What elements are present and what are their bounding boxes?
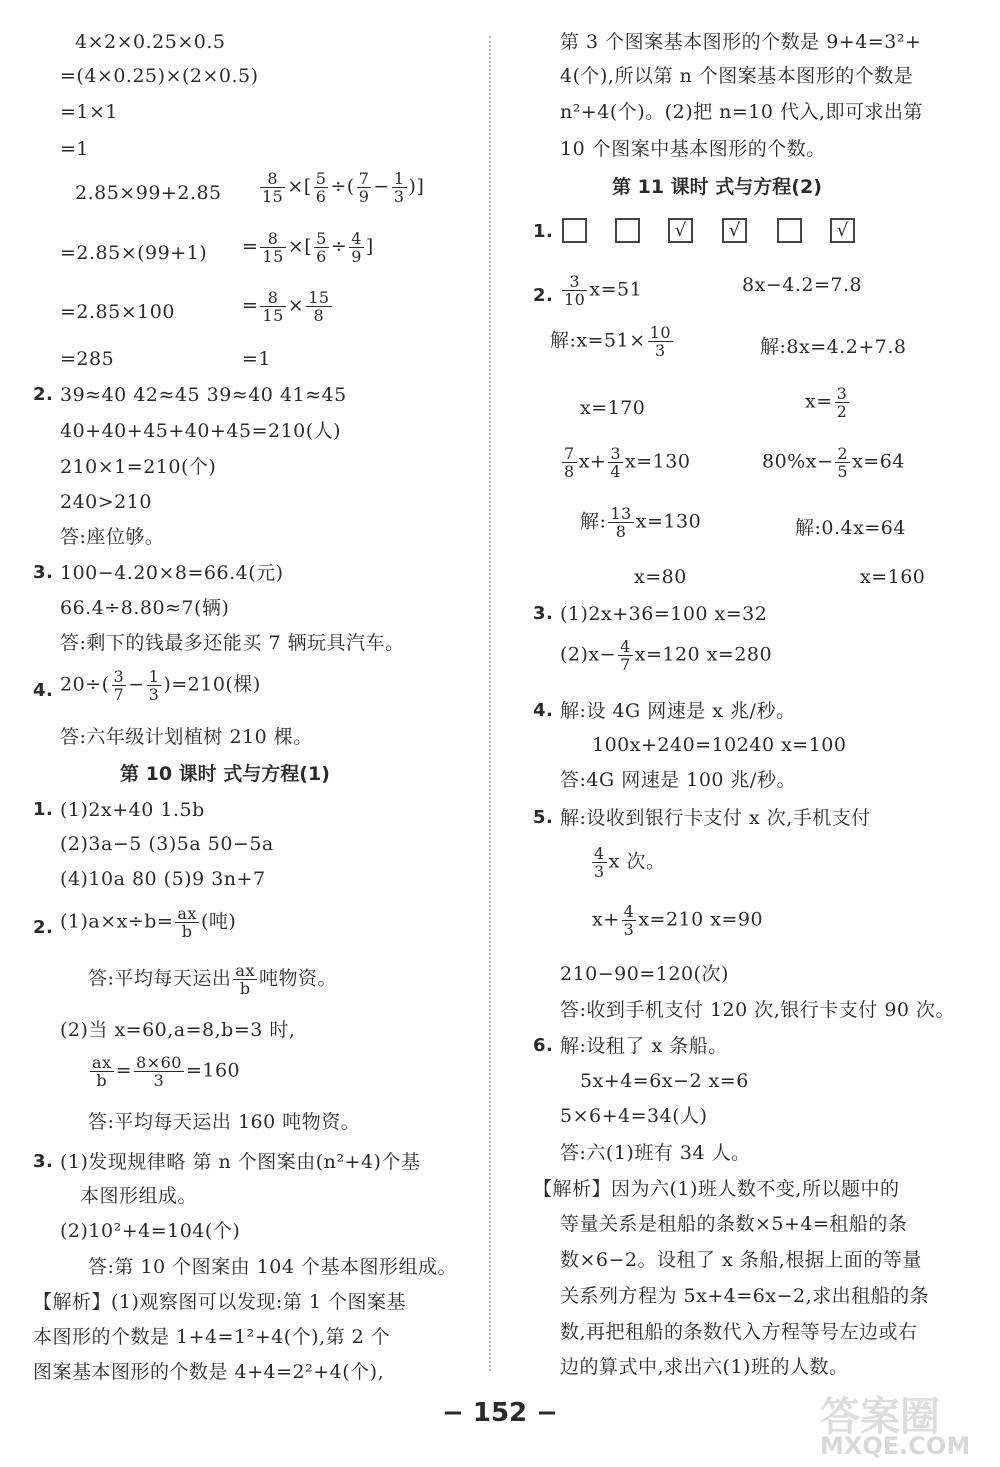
answer-checkbox: √ — [668, 218, 693, 243]
fraction-expression: $\frac{4}{3}$ x 次。 — [594, 844, 666, 881]
text-line: (1)发现规律略 第 n 个图案由(n²+4)个基 — [60, 1151, 421, 1173]
text-line: x=160 — [860, 566, 926, 588]
text-line: =1 — [242, 348, 272, 370]
text-line: 8x−4.2=7.8 — [742, 274, 863, 296]
text-line: 4×2×0.25×0.5 — [75, 31, 226, 53]
fraction-expression: 80%x− $\frac{2}{5}$ x=64 — [762, 444, 905, 481]
text-line: 等量关系是租船的条数×5+4=租船的条 — [560, 1213, 908, 1235]
text-line: 10 个图案中基本图形的个数。 — [560, 138, 826, 160]
text-line: (1)2x+36=100 x=32 — [560, 603, 768, 625]
text-line: =2.85×100 — [60, 301, 175, 323]
text-line: (2)当 x=60,a=8,b=3 时, — [60, 1019, 296, 1041]
question-number: 5. — [533, 807, 554, 828]
text-line: 解:设收到银行卡支付 x 次,手机支付 — [560, 807, 871, 829]
fraction-expression: 20÷( $\frac{3}{7}$ − $\frac{1}{3}$ )=210(棵) — [60, 667, 261, 704]
text-line: 解:设租了 x 条船。 — [560, 1035, 728, 1057]
fraction-expression: x= $\frac{3}{2}$ — [805, 384, 848, 421]
text-line: 4(个),所以第 n 个图案基本图形的个数是 — [560, 65, 914, 87]
text-line: 答:4G 网速是 100 兆/秒。 — [560, 769, 796, 791]
text-line: 数,再把租船的条数代入方程等号左边或右 — [560, 1321, 918, 1343]
question-number: 4. — [33, 680, 54, 701]
fraction-expression: 解: $\frac{13}{8}$ x=130 — [580, 504, 702, 541]
text-line: 210−90=120(次) — [560, 963, 729, 985]
text-line: 图案基本图形的个数是 4+4=2²+4(个), — [33, 1361, 385, 1383]
text-line: 39≈40 42≈45 39≈40 41≈45 — [60, 384, 347, 406]
text-line: 数×6−2。设租了 x 条船,根据上面的等量 — [560, 1249, 922, 1271]
text-line: 答:座位够。 — [60, 526, 165, 548]
text-line: 关系列方程为 5x+4=6x−2,求出租船的条 — [560, 1285, 930, 1307]
question-number: 3. — [33, 562, 54, 583]
text-line: (2)10²+4=104(个) — [60, 1220, 241, 1242]
page-number: − 152 − — [442, 1398, 558, 1428]
text-line: =285 — [60, 348, 115, 370]
section-heading: 第 11 课时 式与方程(2) — [612, 176, 822, 198]
text-line: 答:平均每天运出 160 吨物资。 — [88, 1111, 361, 1133]
text-line: 本图形的个数是 1+4=1²+4(个),第 2 个 — [33, 1326, 391, 1348]
text-line: 100−4.20×8=66.4(元) — [60, 562, 284, 584]
text-line: 第 3 个图案基本图形的个数是 9+4=3²+ — [560, 31, 922, 53]
text-line: x=80 — [634, 566, 687, 588]
fraction-expression: $\frac{8}{15}$ ×[ $\frac{5}{6}$ ÷( $\frac{7}{9}$ − $\frac{1}{3}$ )] — [262, 169, 425, 206]
section-heading: 第 10 课时 式与方程(1) — [120, 763, 330, 785]
text-line: 答:收到手机支付 120 次,银行卡支付 90 次。 — [560, 999, 956, 1021]
fraction-expression: x+ $\frac{4}{3}$ x=210 x=90 — [592, 902, 764, 939]
fraction-expression: $\frac{3}{10}$ x=51 — [564, 272, 643, 309]
fraction-expression: 解:x=51× $\frac{10}{3}$ — [550, 323, 671, 360]
text-line: 240>210 — [60, 491, 152, 513]
fraction-expression: $\frac{ax}{b}$ = $\frac{8\times 60}{3}$ =160 — [92, 1053, 241, 1090]
text-line: 解:8x=4.2+7.8 — [760, 336, 907, 358]
fraction-expression: $\frac{7}{8}$ x+ $\frac{3}{4}$ x=130 — [564, 444, 691, 481]
text-line: 边的算式中,求出六(1)班的人数。 — [560, 1356, 849, 1378]
text-line: =1×1 — [60, 101, 119, 123]
answer-checkbox — [615, 218, 640, 243]
text-line: 2.85×99+2.85 — [75, 182, 222, 204]
text-line: =2.85×(99+1) — [60, 242, 208, 264]
text-line: x=170 — [580, 397, 646, 419]
text-line: 【解析】因为六(1)班人数不变,所以题中的 — [533, 1178, 900, 1200]
watermark-site: MXQE.COM — [820, 1432, 971, 1460]
question-number: 2. — [33, 384, 54, 405]
text-line: 5×6+4=34(人) — [560, 1105, 708, 1127]
text-line: 解:0.4x=64 — [795, 517, 906, 539]
answer-checkbox: √ — [830, 218, 855, 243]
text-line: =(4×0.25)×(2×0.5) — [60, 65, 259, 87]
text-line: 【解析】(1)观察图可以发现:第 1 个图案基 — [33, 1291, 406, 1313]
column-divider — [489, 36, 491, 1371]
text-line: 本图形组成。 — [80, 1185, 198, 1207]
text-line: 5x+4=6x−2 x=6 — [580, 1070, 749, 1092]
text-line: n²+4(个)。(2)把 n=10 代入,即可求出第 — [560, 101, 924, 123]
question-number: 2. — [33, 917, 54, 938]
fraction-expression: (2)x− $\frac{4}{7}$ x=120 x=280 — [560, 637, 773, 674]
text-line: =1 — [60, 138, 90, 160]
text-line: (1)2x+40 1.5b — [60, 799, 205, 821]
text-line: 答:六年级计划植树 210 棵。 — [60, 726, 313, 748]
fraction-expression: 答:平均每天运出 $\frac{ax}{b}$ 吨物资。 — [88, 961, 337, 998]
text-line: 答:第 10 个图案由 104 个基本图形组成。 — [88, 1256, 458, 1278]
question-number: 1. — [533, 221, 554, 242]
answer-checkbox: √ — [722, 218, 747, 243]
answer-checkbox — [562, 218, 587, 243]
question-number: 6. — [533, 1035, 554, 1056]
fraction-expression: = $\frac{8}{15}$ ×[ $\frac{5}{6}$ ÷ $\frac{4}{9}$ ] — [242, 229, 374, 266]
text-line: 答:六(1)班有 34 人。 — [560, 1142, 751, 1164]
question-number: 2. — [533, 285, 554, 306]
text-line: (2)3a−5 (3)5a 50−5a — [60, 833, 274, 855]
answer-checkbox — [777, 218, 802, 243]
question-number: 3. — [533, 603, 554, 624]
text-line: 66.4÷8.80≈7(辆) — [60, 597, 230, 619]
text-line: 答:剩下的钱最多还能买 7 辆玩具汽车。 — [60, 632, 405, 654]
fraction-expression: (1)a×x÷b= $\frac{ax}{b}$ (吨) — [60, 904, 237, 941]
text-line: (4)10a 80 (5)9 3n+7 — [60, 868, 266, 890]
text-line: 解:设 4G 网速是 x 兆/秒。 — [560, 700, 796, 722]
fraction-expression: = $\frac{8}{15}$ × $\frac{15}{8}$ — [242, 288, 330, 325]
question-number: 1. — [33, 799, 54, 820]
watermark-logo: 答案圈 — [820, 1394, 940, 1440]
question-number: 4. — [533, 700, 554, 721]
text-line: 100x+240=10240 x=100 — [592, 734, 847, 756]
text-line: 40+40+45+40+45=210(人) — [60, 420, 342, 442]
text-line: 210×1=210(个) — [60, 456, 217, 478]
question-number: 3. — [33, 1151, 54, 1172]
